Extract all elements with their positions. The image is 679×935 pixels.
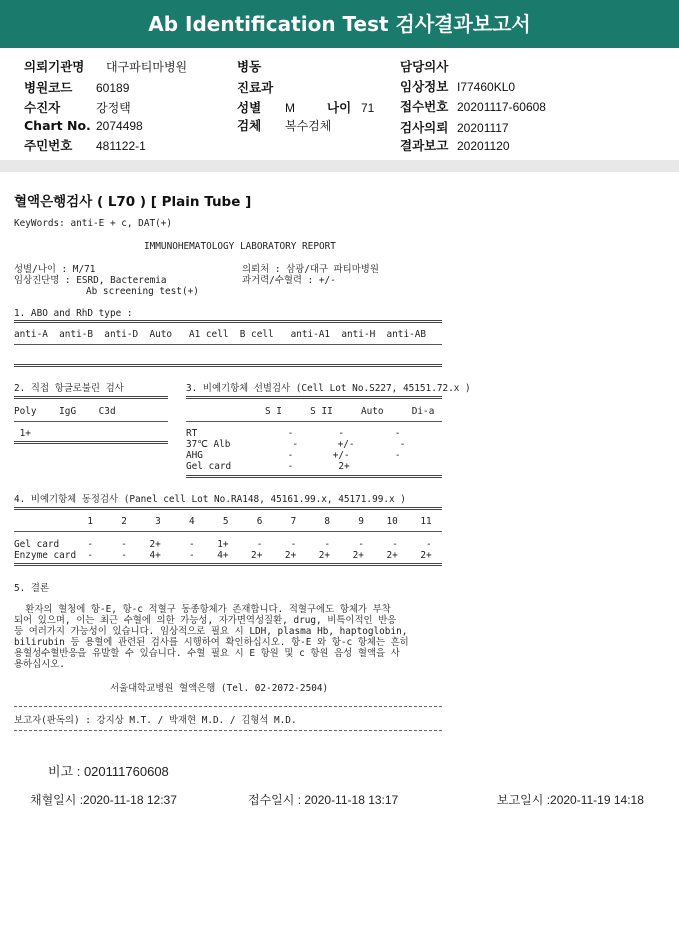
conclusion-line-5: 용혈성수혈반응을 유발할 수 있습니다. 수혈 필요 시 E 항원 및 c 항원 음성 혈액을 사 [14, 648, 400, 659]
sec2-title: 2. 직접 항글로불린 검사 [14, 383, 124, 394]
test-title: 혈액은행검사 ( L70 ) [ Plain Tube ] [14, 194, 252, 210]
header-row-doctor [400, 57, 448, 75]
reporter-rule-bottom [14, 730, 442, 731]
sec3-headers: S I S II Auto Di-a [186, 406, 435, 417]
diagnosis-line: 임상진단명 : ESRD, Bacteremia [14, 275, 167, 286]
header-row-hospital-code [24, 78, 129, 96]
conclusion-line-4: bilirubin 등 용혈에 관련된 검사를 시행하여 확인하십시오. 항-E 와 항-c 항체는 흔히 [14, 637, 409, 648]
receipt-no-label: 접수번호 [400, 99, 449, 114]
conclusion-line-6: 용하십시오. [14, 659, 65, 670]
header-row-institution [24, 57, 187, 75]
ward-label: 병동 [237, 59, 262, 74]
report-datetime: 보고일시 :2020-11-19 14:18 [497, 793, 644, 807]
reporter-rule-top [14, 706, 442, 707]
sex-value: M [285, 101, 295, 115]
reporter-line: 보고자(판독의) : 강지상 M.T. / 박재현 M.D. / 김형석 M.D. [14, 715, 297, 726]
sec2-rule-bottom [14, 441, 168, 444]
conclusion-line-1: 환자의 혈청에 항-E, 항-c 적혈구 동종항체가 존재합니다. 적혈구에도 항체가 부착 [14, 604, 391, 615]
resident-no-label: 주민번호 [24, 138, 73, 153]
sec5-title: 5. 결론 [14, 583, 50, 594]
clinical-info-value: I77460KL0 [457, 80, 516, 94]
header-row-receipt-no [400, 97, 546, 115]
doctor-label: 담당의사 [400, 59, 449, 74]
sec4-rule-bottom [14, 563, 442, 566]
request-date-label: 검사의뢰 [400, 120, 449, 135]
age-label: 나이 [327, 100, 352, 115]
sec3-row-ahg: AHG - +/- - [186, 450, 401, 461]
header-row-clinical-info [400, 77, 515, 95]
sex-label: 성별 [237, 100, 262, 115]
diagnosis-line-2: Ab screening test(+) [86, 286, 199, 297]
conclusion-line-2: 되어 있으며, 이는 최근 수혈에 의한 가능성, 자가면역성질환, drug, 비특이적인 반응 [14, 615, 397, 626]
header-row-sex-age [237, 98, 374, 116]
header-row-resident-no [24, 136, 146, 154]
remark: 비고 : 020111760608 [48, 764, 169, 779]
keywords: KeyWords: anti-E + c, DAT(+) [14, 218, 173, 229]
hospital-code-value: 60189 [96, 81, 130, 95]
sec4-rule-top [14, 507, 442, 510]
sec3-row-rt: RT - - - [186, 428, 401, 439]
sec2-rule-mid [14, 421, 168, 422]
sec3-rule-top [186, 396, 442, 399]
sec1-rule-mid [14, 344, 442, 345]
age-value: 71 [361, 101, 375, 115]
requester-line: 의뢰처 : 삼광/대구 파티마병원 [242, 264, 379, 275]
clinical-info-label: 임상정보 [400, 79, 449, 94]
institution-value: 대구파티마병원 [106, 60, 188, 74]
header-row-request-date [400, 118, 509, 136]
section-separator [0, 160, 679, 172]
institution-line: 서울대학교병원 혈액은행 (Tel. 02-2072-2504) [110, 683, 329, 694]
header-row-specimen [237, 116, 331, 134]
sec3-row-gel: Gel card - 2+ [186, 461, 350, 472]
sec4-title: 4. 비예기항체 동정검사 (Panel cell Lot No.RA148, 45161.99.x, 45171.99.x ) [14, 494, 406, 505]
sex-age-line: 성별/나이 : M/71 [14, 264, 96, 275]
receive-datetime: 접수일시 : 2020-11-18 13:17 [248, 793, 399, 807]
report-document [0, 172, 679, 935]
header-row-chart-no [24, 118, 143, 133]
header-row-patient [24, 98, 131, 116]
sec2-headers: Poly IgG C3d [14, 406, 116, 417]
sec1-rule-top [14, 320, 442, 323]
header-row-ward [237, 57, 261, 75]
patient-value: 강정택 [96, 101, 131, 115]
hospital-code-label: 병원코드 [24, 80, 73, 95]
sec4-rule-mid [14, 531, 442, 532]
sec3-rule-mid [186, 421, 442, 422]
report-date-value: 20201120 [457, 139, 510, 153]
sec1-headers: anti-A anti-B anti-D Auto A1 cell B cell anti-A1 anti-H anti-AB [14, 329, 427, 340]
sec2-value: 1+ [14, 428, 31, 439]
patient-label: 수진자 [24, 100, 61, 115]
specimen-label: 검체 [237, 118, 262, 133]
sec4-row-enzyme: Enzyme card - - 4+ - 4+ 2+ 2+ 2+ 2+ 2+ 2+ [14, 550, 432, 561]
report-banner: Ab Identification Test 검사결과보고서 [0, 0, 679, 48]
header-row-report-date [400, 136, 510, 154]
sec4-row-gel: Gel card - - 2+ - 1+ - - - - - - [14, 539, 432, 550]
dept-label: 진료과 [237, 80, 274, 95]
patient-header [0, 48, 679, 160]
collect-datetime: 채혈일시 :2020-11-18 12:37 [30, 793, 177, 807]
history-line: 과거력/수혈력 : +/- [242, 275, 336, 286]
sec4-headers: 1 2 3 4 5 6 7 8 9 10 11 [14, 516, 432, 527]
sec1-title: 1. ABO and RhD type : [14, 308, 133, 319]
chart-no-value: 2074498 [96, 119, 143, 133]
specimen-value: 복수검체 [285, 119, 332, 133]
request-date-value: 20201117 [457, 121, 509, 135]
sec3-title: 3. 비예기항체 선별검사 (Cell Lot No.S227, 45151.72.x ) [186, 383, 471, 394]
receipt-no-value: 20201117-60608 [457, 100, 546, 114]
report-date-label: 결과보고 [400, 138, 449, 153]
conclusion-line-3: 등 여러가지 가능성이 있습니다. 임상적으로 필요 시 LDH, plasma Hb, haptoglobin, [14, 626, 408, 637]
resident-no-value: 481122-1 [96, 139, 146, 153]
header-row-dept [237, 78, 273, 96]
sec3-row-alb: 37℃ Alb - +/- - [186, 439, 406, 450]
chart-no-label: Chart No. [24, 118, 91, 133]
sec1-rule-bottom [14, 364, 442, 367]
institution-label: 의뢰기관명 [24, 59, 85, 74]
lab-report-title: IMMUNOHEMATOLOGY LABORATORY REPORT [144, 241, 336, 252]
sec3-rule-bottom [186, 475, 442, 478]
sec2-rule-top [14, 396, 168, 399]
